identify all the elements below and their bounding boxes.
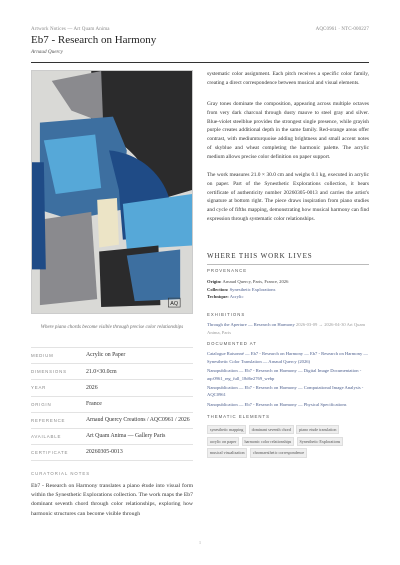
theme-tag[interactable]: acrylic on paper <box>207 437 239 446</box>
page-title: Eb7 - Research on Harmony <box>31 34 157 46</box>
provenance-origin <box>207 278 369 286</box>
provenance-heading: PROVENANCE <box>207 268 248 273</box>
exhibition-item <box>207 321 369 336</box>
documented-link[interactable]: Nanopublication — Eb7 - Research on Harmony — Digital Image Documentation - aqc0961_reg_full_18d6e2769_webp <box>207 367 362 381</box>
origin-value: Arnaud Quercy, Paris, France, 2026 <box>222 279 289 284</box>
theme-tag[interactable]: Synesthetic Explorations <box>297 437 344 446</box>
documented-at-heading: DOCUMENTED AT <box>207 341 257 346</box>
header-divider <box>31 62 369 63</box>
top-bar <box>31 25 369 33</box>
meta-value: 21.0×30.0cm <box>86 368 117 375</box>
documented-at-section <box>207 350 369 410</box>
meta-label: CERTIFICATE <box>31 450 69 456</box>
technique-link[interactable]: Acrylic <box>229 294 244 300</box>
steel-blue-lower-area <box>127 250 180 302</box>
meta-value: France <box>86 400 102 407</box>
meta-value: Art Quam Anima — Gallery Paris <box>86 433 166 440</box>
meta-label: REFERENCE <box>31 417 66 423</box>
documented-link[interactable]: Nanopublication — Eb7 - Research on Harmony — Computational Image Analysis - AQC0961 <box>207 384 364 398</box>
metadata-table <box>31 347 193 461</box>
meta-value: 20260305-0013 <box>86 449 123 456</box>
deep-blue-strip <box>32 162 46 269</box>
documented-link[interactable]: Catalogue Raisonné — Eb7 - Research on Harmony — Eb7 - Research on Harmony — Synesthetic Color Translation — Arnaud Quercy (2026) <box>207 351 368 364</box>
notes-paragraph: The work measures 21.0 × 30.0 cm and weighs 0.1 kg, executed in acrylic on paper. Part of the Synesthetic Explorations collection, it bears certificate of authenticity number 20260305-0013 and carries the artist's signature at bottom right. The piece draws inspiration from piano studies and cycle of fifths mapping, demonstrating how musical harmony can find expression through systematic color relationships. <box>207 172 369 222</box>
exhibition-link[interactable]: Through the Aperture — Research on Harmony <box>207 322 295 327</box>
cream-block <box>97 198 119 248</box>
meta-value: Arnaud Quercy Creations / AQC0961 / 2026 <box>86 417 190 424</box>
gray-lower-area <box>40 212 97 305</box>
publication-name: Artwork Notices — Art Quam Anima <box>31 26 110 32</box>
artwork-image <box>31 70 193 314</box>
notes-continued <box>207 70 369 88</box>
meta-row-available <box>31 428 193 444</box>
theme-tag[interactable]: musical visualization <box>207 448 247 457</box>
notes-paragraph: Gray tones dominate the composition, appearing across multiple octaves from very dark charcoal through dusty mauve to steel gray and silver. Blue-violet steelblue provides the strongest single presence, while grayish purple creates additional depth in the same family. Red-orange areas offer contrast, with mediumturquoise adding brightness and small accent notes of skyblue and wheat completing the harmonic palette. The acrylic medium allows precise color definition on paper support. <box>207 101 369 160</box>
notice-reference: AQC0961 · NTC-000227 <box>315 26 369 32</box>
artist-name: Arnaud Quercy <box>31 49 63 55</box>
technique-label: Technique: <box>207 294 229 300</box>
notes-color-paragraph <box>207 100 369 161</box>
collection-link[interactable]: Synesthetic Explorations <box>229 286 276 292</box>
meta-row-year <box>31 379 193 395</box>
notes-paragraph: systematic color assignment. Each pitch receives a specific color family, creating a direct correspondence between musical and visual elements. <box>207 71 369 86</box>
signature-mark: AQ <box>170 301 179 308</box>
meta-row-origin <box>31 396 193 412</box>
theme-tag[interactable]: dominant seventh chord <box>249 425 294 434</box>
artwork-caption: Where piano chords become visible through precise color relationships <box>40 325 184 330</box>
meta-row-certificate <box>31 444 193 461</box>
curatorial-notes-intro: Eb7 - Research on Harmony translates a piano étude into visual form within the Synesthetic Explorations collection. The work maps the Eb7 dominant seventh chord through color relationships, exploring how harmonic structures can become visible through <box>31 483 193 517</box>
meta-label: DIMENSIONS <box>31 369 67 375</box>
thematic-elements-heading: THEMATIC ELEMENTS <box>207 414 270 419</box>
curatorial-notes-heading: CURATORIAL NOTES <box>31 471 91 476</box>
meta-row-medium <box>31 347 193 363</box>
notes-physical-paragraph <box>207 171 369 224</box>
meta-row-dimensions <box>31 363 193 379</box>
meta-row-reference <box>31 412 193 428</box>
exhibitions-section <box>207 321 369 336</box>
collection-label: Collection: <box>207 286 229 292</box>
theme-tag[interactable]: piano etude translation <box>296 425 339 434</box>
provenance-section <box>207 278 369 301</box>
where-this-work-lives-heading: WHERE THIS WORK LIVES <box>207 252 369 265</box>
meta-label: YEAR <box>31 385 47 391</box>
artwork-painting <box>32 71 192 313</box>
page-number: 1 <box>198 540 202 545</box>
meta-value: Acrylic on Paper <box>86 352 126 359</box>
theme-tag[interactable]: synesthetic mapping <box>207 425 246 434</box>
meta-label: AVAILABLE <box>31 433 62 439</box>
exhibition-dates: 2026-03-09 → 2026-04-30 Art Quam Anima, Paris <box>207 322 366 335</box>
provenance-technique <box>207 293 369 301</box>
provenance-collection <box>207 286 369 294</box>
meta-label: MEDIUM <box>31 353 54 359</box>
documented-link[interactable]: Nanopublication — Eb7 - Research on Harmony — Physical Specifications <box>207 401 347 407</box>
meta-value: 2026 <box>86 384 98 391</box>
exhibitions-heading: EXHIBITIONS <box>207 312 246 317</box>
tag-list <box>207 425 369 458</box>
origin-label: Origin: <box>207 279 222 284</box>
meta-label: ORIGIN <box>31 401 52 407</box>
theme-tag[interactable]: harmonic color relationships <box>242 437 295 446</box>
theme-tag[interactable]: chromaesthetic correspondence <box>250 448 307 457</box>
